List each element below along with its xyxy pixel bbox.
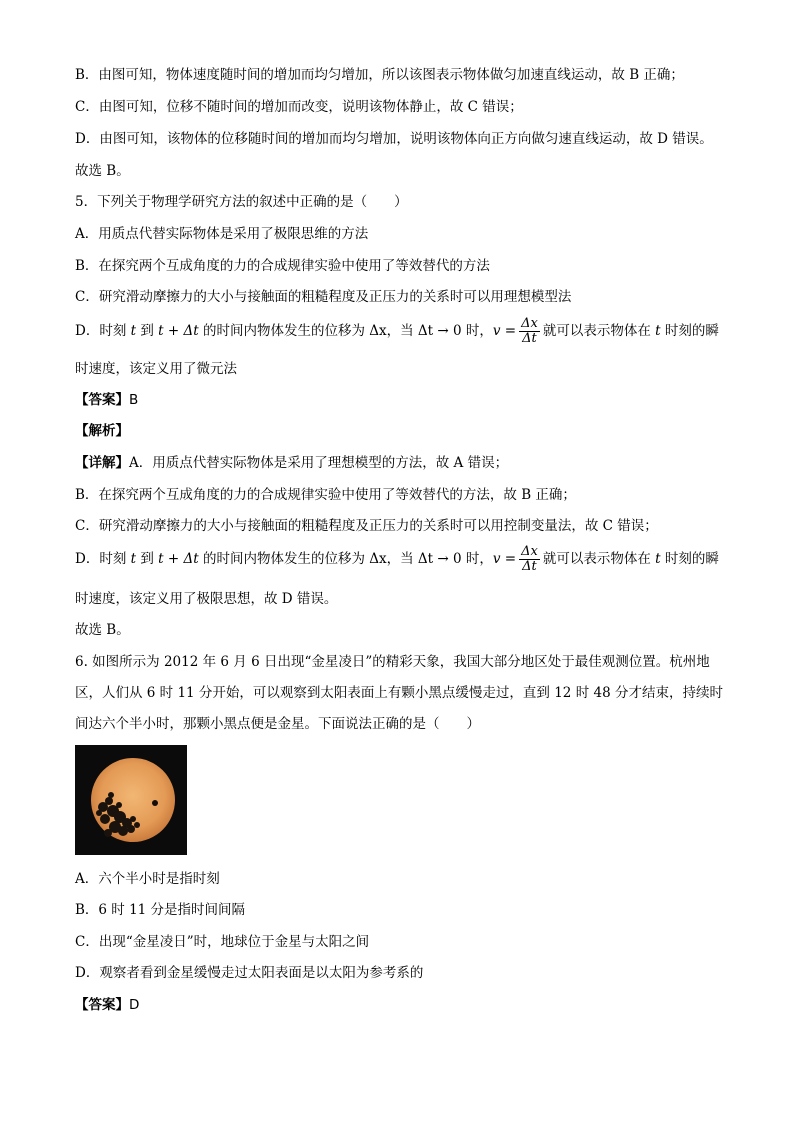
q6-stem-line1: 6. 如图所示为 2012 年 6 月 6 日出现“金星凌日”的精彩天象，我国大部分地区处于最佳观测位置。杭州地 bbox=[75, 654, 710, 670]
q6-stem-line3: 间达六个半小时，那颗小黑点便是金星。下面说法正确的是（ ） bbox=[75, 716, 480, 732]
q6-option-b: B．6 时 11 分是指时间间隔 bbox=[75, 902, 246, 918]
q5-option-d: D．时刻 t 到 t + Δt 的时间内物体发生的位移为 Δx，当 Δt → 0 时，v = $\frac{\Delta x}{\Delta t}$ 就可以表示物体在 t 时刻的瞬 bbox=[75, 316, 719, 346]
q5-detail-a: 【详解】A．用质点代替实际物体是采用了理想模型的方法，故 A 错误； bbox=[75, 455, 509, 471]
q5-choose: 故选 B。 bbox=[75, 622, 130, 638]
q5-option-b: B．在探究两个互成角度的力的合成规律实验中使用了等效替代的方法 bbox=[75, 258, 490, 274]
venus-transit-photo bbox=[75, 745, 187, 855]
q5-option-d-line2: 时速度，该定义用了微元法 bbox=[75, 361, 237, 377]
q4-option-c: C．由图可知，位移不随时间的增加而改变，说明该物体静止，故 C 错误； bbox=[75, 99, 523, 115]
q4-option-d: D．由图可知，该物体的位移随时间的增加而均匀增加，说明该物体向正方向做匀速直线运动，故 D 错误。 bbox=[75, 131, 713, 147]
sun-with-venus-image bbox=[75, 745, 187, 855]
q6-option-d: D．观察者看到金星缓慢走过太阳表面是以太阳为参考系的 bbox=[75, 965, 424, 981]
velocity-fraction: $\frac{\Delta x}{\Delta t}$ bbox=[521, 316, 538, 346]
q5-stem: 5．下列关于物理学研究方法的叙述中正确的是（ ） bbox=[75, 194, 408, 210]
q5-detail-d: D．时刻 t 到 t + Δt 的时间内物体发生的位移为 Δx，当 Δt → 0 时，v = $\frac{\Delta x}{\Delta t}$ 就可以表示物体在 t 时刻的瞬 bbox=[75, 544, 719, 574]
velocity-fraction: $\frac{\Delta x}{\Delta t}$ bbox=[521, 544, 538, 574]
q6-stem-line2: 区，人们从 6 时 11 分开始，可以观察到太阳表面上有颗小黑点缓慢走过，直到 12 时 48 分才结束，持续时 bbox=[75, 685, 723, 701]
q4-option-b: B．由图可知，物体速度随时间的增加而均匀增加，所以该图表示物体做匀加速直线运动，故 B 正确； bbox=[75, 67, 684, 83]
q4-choose: 故选 B。 bbox=[75, 163, 130, 179]
q5-answer: 【答案】B bbox=[75, 392, 139, 408]
q6-option-c: C．出现“金星凌日”时，地球位于金星与太阳之间 bbox=[75, 934, 370, 950]
q6-option-a: A．六个半小时是指时刻 bbox=[75, 871, 220, 887]
venus-dot bbox=[152, 800, 158, 806]
q5-option-c: C．研究滑动摩擦力的大小与接触面的粗糙程度及正压力的关系时可以用理想模型法 bbox=[75, 289, 572, 305]
q5-detail-b: B．在探究两个互成角度的力的合成规律实验中使用了等效替代的方法，故 B 正确； bbox=[75, 487, 576, 503]
q5-analysis-label: 【解析】 bbox=[75, 423, 129, 439]
q5-option-a: A．用质点代替实际物体是采用了极限思维的方法 bbox=[75, 226, 369, 242]
q6-answer: 【答案】D bbox=[75, 997, 140, 1013]
q5-detail-d-line2: 时速度，该定义用了极限思想，故 D 错误。 bbox=[75, 591, 338, 607]
q5-detail-c: C．研究滑动摩擦力的大小与接触面的粗糙程度及正压力的关系时可以用控制变量法，故 C 错误； bbox=[75, 518, 658, 534]
